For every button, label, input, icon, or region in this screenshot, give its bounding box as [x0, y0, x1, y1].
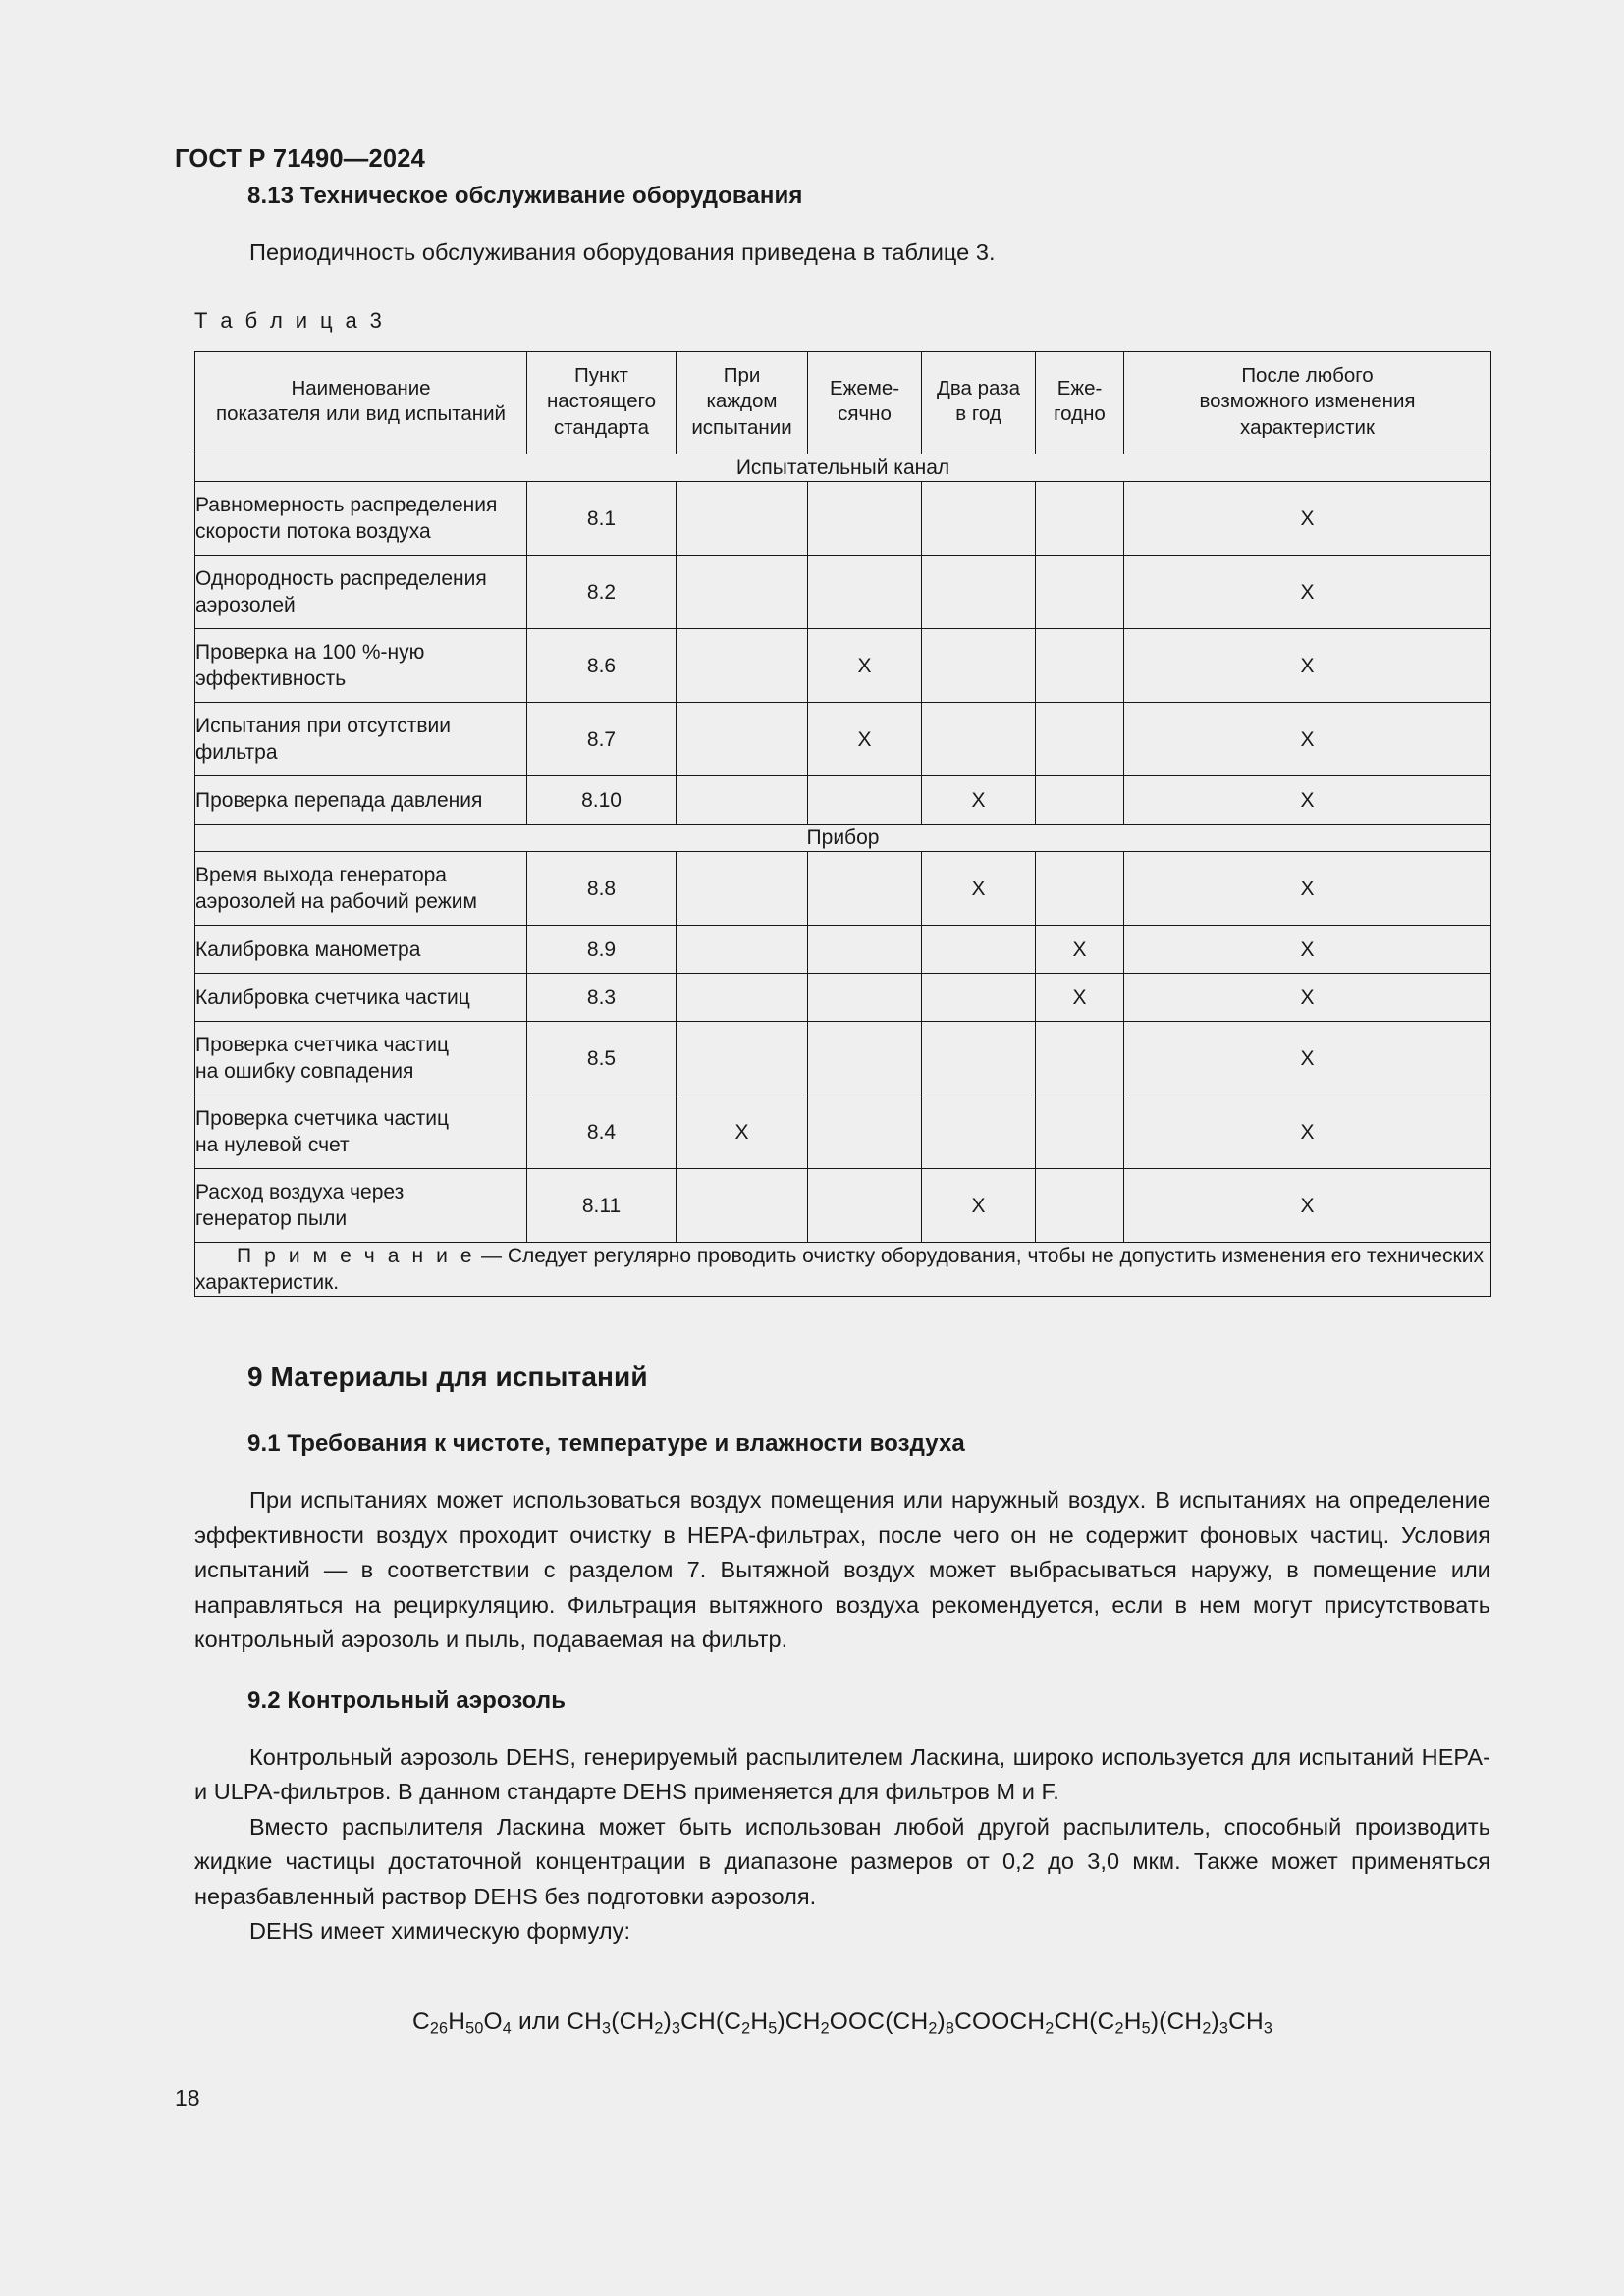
- col-header-after-change-line-1: После любого: [1241, 363, 1374, 387]
- col-header-monthly: [808, 351, 922, 454]
- row-each-test: [677, 776, 808, 825]
- row-name: [195, 1095, 527, 1169]
- row-each-test: X: [677, 1095, 808, 1169]
- row-monthly: [808, 926, 922, 974]
- row-name-line-1: Проверка на 100 %-ную: [195, 641, 425, 664]
- table-row: [195, 629, 1491, 703]
- table-row: [195, 1095, 1491, 1169]
- row-after-change: X: [1124, 852, 1491, 926]
- row-clause: 8.6: [527, 629, 677, 703]
- table-note-label: П р и м е ч а н и е: [237, 1245, 476, 1267]
- col-header-each-test-line-3: испытании: [691, 415, 792, 439]
- row-after-change: X: [1124, 703, 1491, 776]
- row-after-change: X: [1124, 974, 1491, 1022]
- row-name-line-1: Проверка счетчика частиц: [195, 1034, 450, 1056]
- row-twice-a-year: [922, 1022, 1036, 1095]
- table-row: [195, 1022, 1491, 1095]
- row-name-line-1: Калибровка манометра: [195, 937, 421, 961]
- row-clause: 8.9: [527, 926, 677, 974]
- row-twice-a-year: [922, 926, 1036, 974]
- row-after-change: X: [1124, 1022, 1491, 1095]
- row-each-test: [677, 703, 808, 776]
- page-content: [194, 0, 1490, 2038]
- row-each-test: [677, 482, 808, 556]
- row-name-line-1: Время выхода генератора: [195, 864, 447, 886]
- heading-8-13: 8.13 Техническое обслуживание оборудования: [247, 183, 803, 209]
- row-yearly: [1036, 556, 1124, 629]
- row-monthly: [808, 1169, 922, 1243]
- col-header-name: [195, 351, 527, 454]
- table-row: [195, 852, 1491, 926]
- table-row: [195, 974, 1491, 1022]
- table-note: [195, 1243, 1491, 1297]
- row-name-line-2: скорости потока воздуха: [195, 520, 431, 543]
- row-name-line-2: генератор пыли: [195, 1207, 348, 1230]
- row-twice-a-year: [922, 556, 1036, 629]
- row-twice-a-year: [922, 703, 1036, 776]
- row-yearly: [1036, 776, 1124, 825]
- group-title-test-duct: Испытательный канал: [195, 454, 1491, 482]
- row-name-line-2: на нулевой счет: [195, 1134, 350, 1156]
- row-clause: 8.1: [527, 482, 677, 556]
- col-header-clause-line-2: настоящего: [546, 390, 657, 412]
- col-header-clause-line-3: стандарта: [553, 415, 649, 439]
- row-yearly: [1036, 1022, 1124, 1095]
- col-header-clause: [527, 351, 677, 454]
- table-row: [195, 1169, 1491, 1243]
- row-each-test: [677, 556, 808, 629]
- table-group-row: [195, 454, 1491, 482]
- heading-9-2: 9.2 Контрольный аэрозоль: [247, 1686, 567, 1714]
- table-caption: Т а б л и ц а 3: [194, 307, 386, 333]
- row-after-change: X: [1124, 629, 1491, 703]
- row-yearly: [1036, 1169, 1124, 1243]
- row-twice-a-year: [922, 629, 1036, 703]
- row-after-change: X: [1124, 1095, 1491, 1169]
- row-each-test: [677, 852, 808, 926]
- row-name: [195, 852, 527, 926]
- col-header-yearly-line-2: годно: [1054, 402, 1106, 426]
- col-header-clause-line-1: Пункт: [574, 363, 628, 387]
- table-header: [195, 351, 1491, 454]
- group-title-instrument: Прибор: [195, 825, 1491, 852]
- row-twice-a-year: X: [922, 776, 1036, 825]
- row-clause: 8.5: [527, 1022, 677, 1095]
- row-monthly: [808, 852, 922, 926]
- row-after-change: X: [1124, 556, 1491, 629]
- table-header-row: [195, 351, 1491, 454]
- row-name: [195, 974, 527, 1022]
- running-head: ГОСТ Р 71490—2024: [175, 145, 426, 173]
- paragraph-9-1: При испытаниях может использоваться воздух помещения или наружный воздух. В испытаниях на определение эффективности воздух проходит очистку в HEPA-фильтрах, после чего он не содержит фоновых частиц. Условия испытаний — в соответствии с разделом 7. Вытяжной воздух может выбрасываться наружу, в помещение или направляться на рециркуляцию. Фильтрация вытяжного воздуха рекомендуется, если в нем могут присутствовать контрольный аэрозоль и пыль, подаваемая на фильтр.: [194, 1487, 1490, 1652]
- row-twice-a-year: X: [922, 852, 1036, 926]
- row-name-line-1: Проверка перепада давления: [195, 788, 483, 812]
- paragraph-9-2-1: Контрольный аэрозоль DEHS, генерируемый распылителем Ласкина, широко используется для испытаний HEPA- и ULPA-фильтров. В данном стандарте DEHS применяется для фильтров M и F.: [194, 1743, 1490, 1804]
- row-each-test: [677, 1022, 808, 1095]
- table-row: [195, 556, 1491, 629]
- col-header-after-change-line-2: возможного изменения: [1199, 390, 1416, 412]
- row-monthly: [808, 1095, 922, 1169]
- row-yearly: [1036, 629, 1124, 703]
- row-monthly: [808, 556, 922, 629]
- row-name: [195, 482, 527, 556]
- row-name-line-2: эффективность: [195, 667, 347, 690]
- row-yearly: X: [1036, 974, 1124, 1022]
- row-name-line-1: Проверка счетчика частиц: [195, 1107, 450, 1130]
- page-number: 18: [175, 2085, 200, 2110]
- row-after-change: X: [1124, 482, 1491, 556]
- row-name: [195, 703, 527, 776]
- col-header-after-change-line-3: характеристик: [1240, 415, 1375, 439]
- row-monthly: [808, 974, 922, 1022]
- row-name: [195, 556, 527, 629]
- table-row: [195, 776, 1491, 825]
- row-monthly: [808, 1022, 922, 1095]
- row-each-test: [677, 926, 808, 974]
- row-monthly: [808, 482, 922, 556]
- col-header-monthly-line-2: сячно: [838, 402, 892, 426]
- row-yearly: [1036, 482, 1124, 556]
- row-clause: 8.4: [527, 1095, 677, 1169]
- row-name: [195, 1022, 527, 1095]
- row-clause: 8.11: [527, 1169, 677, 1243]
- row-name: [195, 1169, 527, 1243]
- row-name: [195, 926, 527, 974]
- table-note-text: — Следует регулярно проводить очистку оборудования, чтобы не допустить изменения его технических характеристик.: [195, 1245, 1484, 1294]
- table-row: [195, 703, 1491, 776]
- row-name: [195, 629, 527, 703]
- paragraph-9-2-2: Вместо распылителя Ласкина может быть использован любой другой распылитель, способный производить жидкие частицы достаточной концентрации в диапазоне размеров от 0,2 до 3,0 мкм. Также может применяться неразбавленный раствор DEHS без подготовки аэрозоля.: [194, 1813, 1490, 1909]
- table-body: [195, 454, 1491, 1297]
- col-header-monthly-line-1: Ежеме-: [829, 376, 900, 400]
- col-header-name-line-1: Наименование: [291, 376, 431, 400]
- row-clause: 8.8: [527, 852, 677, 926]
- row-name-line-1: Испытания при отсутствии: [195, 715, 451, 737]
- row-name-line-1: Однородность распределения: [195, 567, 487, 590]
- heading-9-1: 9.1 Требования к чистоте, температуре и влажности воздуха: [247, 1430, 965, 1457]
- row-name-line-2: аэрозолей: [195, 594, 296, 616]
- row-after-change: X: [1124, 1169, 1491, 1243]
- heading-9: 9 Материалы для испытаний: [247, 1362, 648, 1392]
- paragraph-8-13: Периодичность обслуживания оборудования приведена в таблице 3.: [249, 240, 996, 265]
- row-name-line-2: аэрозолей на рабочий режим: [195, 890, 477, 913]
- row-each-test: [677, 974, 808, 1022]
- col-header-twice-a-year: [922, 351, 1036, 454]
- row-clause: 8.3: [527, 974, 677, 1022]
- col-header-name-line-2: показателя или вид испытаний: [216, 402, 506, 426]
- col-header-yearly: [1036, 351, 1124, 454]
- chemical-formula: [194, 2008, 1490, 2039]
- table-note-row: [195, 1243, 1491, 1297]
- row-twice-a-year: [922, 974, 1036, 1022]
- col-header-twice-a-year-line-2: в год: [955, 402, 1001, 426]
- row-name-line-1: Расход воздуха через: [195, 1181, 405, 1203]
- row-monthly: X: [808, 629, 922, 703]
- row-after-change: X: [1124, 926, 1491, 974]
- row-name-line-2: фильтра: [195, 741, 278, 764]
- row-name: [195, 776, 527, 825]
- formula-rendered: $C_{26}H_{50}O_4$ или $CH_3(CH_2)_3CH(C_2H_5)CH_2OOC(CH_2)_8COOCH_2CH(C_2H_5)(CH_2)_3CH_3$: [411, 2007, 1273, 2038]
- row-each-test: [677, 629, 808, 703]
- row-name-line-2: на ошибку совпадения: [195, 1060, 414, 1083]
- row-twice-a-year: [922, 1095, 1036, 1169]
- col-header-each-test: [677, 351, 808, 454]
- row-name-line-1: Калибровка счетчика частиц: [195, 986, 470, 1009]
- table-row: [195, 926, 1491, 974]
- col-header-twice-a-year-line-1: Два раза: [936, 376, 1020, 400]
- paragraph-9-2-3: DEHS имеет химическую формулу:: [249, 1918, 631, 1944]
- row-twice-a-year: [922, 482, 1036, 556]
- table-row: [195, 482, 1491, 556]
- row-clause: 8.2: [527, 556, 677, 629]
- row-yearly: [1036, 1095, 1124, 1169]
- row-clause: 8.10: [527, 776, 677, 825]
- row-name-line-1: Равномерность распределения: [195, 494, 498, 516]
- row-after-change: X: [1124, 776, 1491, 825]
- row-each-test: [677, 1169, 808, 1243]
- col-header-after-change: [1124, 351, 1491, 454]
- row-yearly: [1036, 703, 1124, 776]
- row-yearly: [1036, 852, 1124, 926]
- col-header-yearly-line-1: Еже-: [1056, 376, 1103, 400]
- table-group-row: [195, 825, 1491, 852]
- row-clause: 8.7: [527, 703, 677, 776]
- col-header-each-test-line-1: При: [723, 363, 761, 387]
- col-header-each-test-line-2: каждом: [706, 390, 778, 412]
- row-monthly: [808, 776, 922, 825]
- maintenance-schedule-table: [194, 351, 1491, 1298]
- row-twice-a-year: X: [922, 1169, 1036, 1243]
- row-yearly: X: [1036, 926, 1124, 974]
- row-monthly: X: [808, 703, 922, 776]
